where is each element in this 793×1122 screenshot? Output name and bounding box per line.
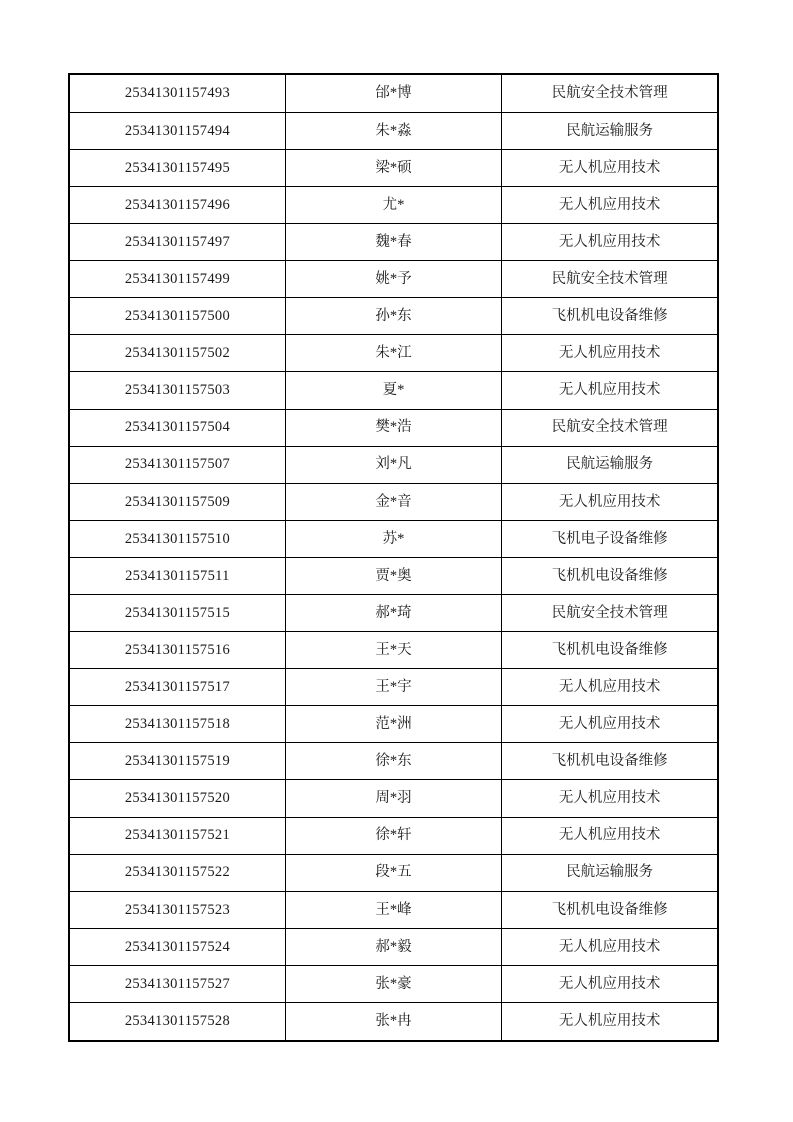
candidate-number-cell: 25341301157502 — [69, 335, 285, 372]
major-cell: 民航安全技术管理 — [502, 261, 718, 298]
candidate-name-cell: 范*洲 — [285, 706, 501, 743]
candidate-number-cell: 25341301157493 — [69, 74, 285, 112]
table-row — [69, 817, 718, 854]
table-row — [69, 409, 718, 446]
candidate-number-cell: 25341301157519 — [69, 743, 285, 780]
table-row — [69, 186, 718, 223]
candidate-name-cell: 金*音 — [285, 483, 501, 520]
candidate-name-cell: 夏* — [285, 372, 501, 409]
candidate-number-cell: 25341301157515 — [69, 595, 285, 632]
candidate-name-cell: 张*豪 — [285, 965, 501, 1002]
candidate-name-cell: 魏*春 — [285, 224, 501, 261]
major-cell: 民航运输服务 — [502, 112, 718, 149]
table-row — [69, 149, 718, 186]
major-cell: 无人机应用技术 — [502, 780, 718, 817]
candidate-name-cell: 刘*凡 — [285, 446, 501, 483]
candidate-number-cell: 25341301157503 — [69, 372, 285, 409]
table-row — [69, 520, 718, 557]
table-row — [69, 632, 718, 669]
table-row — [69, 1003, 718, 1041]
table-row — [69, 74, 718, 112]
candidate-name-cell: 郝*毅 — [285, 928, 501, 965]
candidate-number-cell: 25341301157523 — [69, 891, 285, 928]
candidate-number-cell: 25341301157504 — [69, 409, 285, 446]
table-row — [69, 891, 718, 928]
major-cell: 无人机应用技术 — [502, 965, 718, 1002]
major-cell: 民航运输服务 — [502, 446, 718, 483]
table-row — [69, 669, 718, 706]
table-row — [69, 298, 718, 335]
major-cell: 无人机应用技术 — [502, 928, 718, 965]
candidate-name-cell: 姚*予 — [285, 261, 501, 298]
table-row — [69, 854, 718, 891]
major-cell: 飞机电子设备维修 — [502, 520, 718, 557]
candidate-number-cell: 25341301157527 — [69, 965, 285, 1002]
candidate-number-cell: 25341301157522 — [69, 854, 285, 891]
candidate-number-cell: 25341301157499 — [69, 261, 285, 298]
candidate-name-cell: 邰*博 — [285, 74, 501, 112]
major-cell: 民航运输服务 — [502, 854, 718, 891]
table-row — [69, 595, 718, 632]
candidate-number-cell: 25341301157528 — [69, 1003, 285, 1041]
candidate-number-cell: 25341301157520 — [69, 780, 285, 817]
candidate-name-cell: 徐*东 — [285, 743, 501, 780]
major-cell: 无人机应用技术 — [502, 149, 718, 186]
candidate-name-cell: 贾*奥 — [285, 557, 501, 594]
candidate-number-cell: 25341301157517 — [69, 669, 285, 706]
major-cell: 无人机应用技术 — [502, 706, 718, 743]
table-row — [69, 372, 718, 409]
candidate-number-cell: 25341301157511 — [69, 557, 285, 594]
candidate-number-cell: 25341301157507 — [69, 446, 285, 483]
major-cell: 飞机机电设备维修 — [502, 557, 718, 594]
candidate-name-cell: 张*冉 — [285, 1003, 501, 1041]
table-row — [69, 928, 718, 965]
candidate-name-cell: 王*宇 — [285, 669, 501, 706]
candidate-name-cell: 周*羽 — [285, 780, 501, 817]
table-row — [69, 446, 718, 483]
candidate-name-cell: 朱*淼 — [285, 112, 501, 149]
table-row — [69, 112, 718, 149]
candidate-number-cell: 25341301157500 — [69, 298, 285, 335]
candidate-number-cell: 25341301157524 — [69, 928, 285, 965]
major-cell: 民航安全技术管理 — [502, 595, 718, 632]
major-cell: 无人机应用技术 — [502, 372, 718, 409]
roster-body — [69, 74, 718, 1041]
candidate-name-cell: 王*峰 — [285, 891, 501, 928]
table-row — [69, 706, 718, 743]
table-row — [69, 743, 718, 780]
major-cell: 无人机应用技术 — [502, 335, 718, 372]
candidate-name-cell: 梁*硕 — [285, 149, 501, 186]
major-cell: 无人机应用技术 — [502, 483, 718, 520]
candidate-number-cell: 25341301157509 — [69, 483, 285, 520]
candidate-number-cell: 25341301157518 — [69, 706, 285, 743]
major-cell: 无人机应用技术 — [502, 186, 718, 223]
table-row — [69, 224, 718, 261]
table-row — [69, 261, 718, 298]
major-cell: 无人机应用技术 — [502, 224, 718, 261]
major-cell: 民航安全技术管理 — [502, 409, 718, 446]
roster-table — [68, 73, 719, 1042]
major-cell: 无人机应用技术 — [502, 817, 718, 854]
candidate-name-cell: 苏* — [285, 520, 501, 557]
candidate-name-cell: 朱*江 — [285, 335, 501, 372]
table-row — [69, 557, 718, 594]
candidate-name-cell: 王*天 — [285, 632, 501, 669]
candidate-number-cell: 25341301157521 — [69, 817, 285, 854]
major-cell: 飞机机电设备维修 — [502, 743, 718, 780]
candidate-number-cell: 25341301157497 — [69, 224, 285, 261]
candidate-number-cell: 25341301157516 — [69, 632, 285, 669]
candidate-number-cell: 25341301157510 — [69, 520, 285, 557]
major-cell: 民航安全技术管理 — [502, 74, 718, 112]
candidate-number-cell: 25341301157496 — [69, 186, 285, 223]
candidate-name-cell: 尤* — [285, 186, 501, 223]
table-row — [69, 780, 718, 817]
table-row — [69, 335, 718, 372]
candidate-number-cell: 25341301157494 — [69, 112, 285, 149]
major-cell: 飞机机电设备维修 — [502, 298, 718, 335]
candidate-name-cell: 徐*轩 — [285, 817, 501, 854]
major-cell: 飞机机电设备维修 — [502, 891, 718, 928]
candidate-name-cell: 孙*东 — [285, 298, 501, 335]
table-row — [69, 965, 718, 1002]
candidate-name-cell: 樊*浩 — [285, 409, 501, 446]
table-row — [69, 483, 718, 520]
major-cell: 无人机应用技术 — [502, 1003, 718, 1041]
major-cell: 无人机应用技术 — [502, 669, 718, 706]
candidate-name-cell: 郝*琦 — [285, 595, 501, 632]
candidate-name-cell: 段*五 — [285, 854, 501, 891]
candidate-number-cell: 25341301157495 — [69, 149, 285, 186]
major-cell: 飞机机电设备维修 — [502, 632, 718, 669]
